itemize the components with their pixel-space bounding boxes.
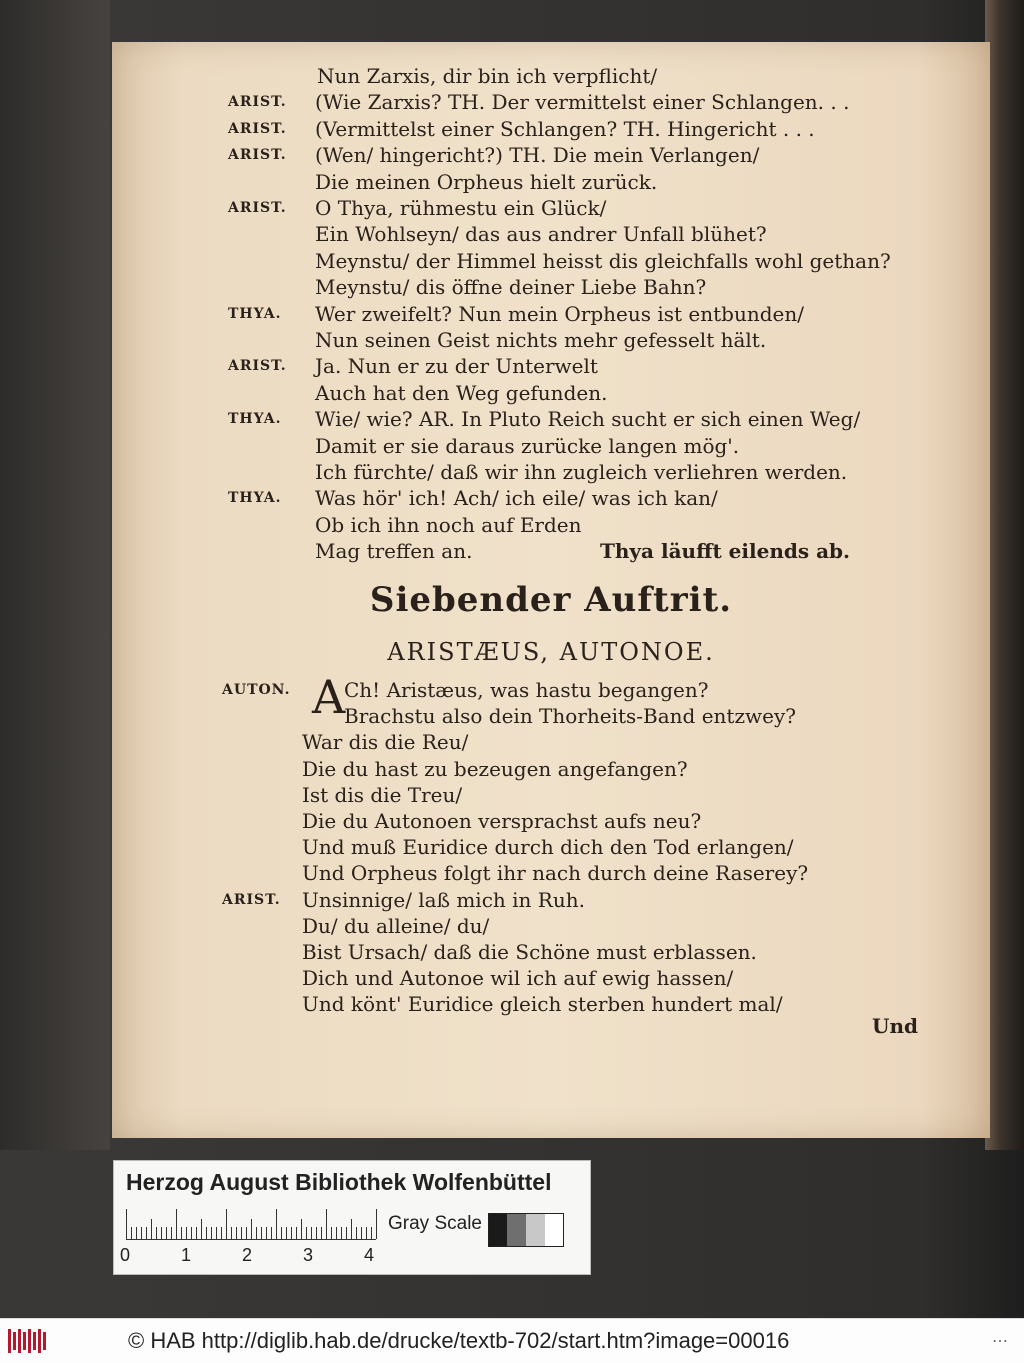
verse-line: Nun seinen Geist nichts mehr gefesselt hält. [315, 328, 767, 352]
ruler-tick [176, 1209, 177, 1239]
logo-bar [8, 1329, 11, 1353]
ruler-tick [346, 1227, 347, 1239]
scene-title: Siebender Auftrit. [369, 580, 733, 620]
ruler-tick [371, 1227, 372, 1239]
verse-line: Ob ich ihn noch auf Erden [315, 512, 582, 537]
book-page [112, 42, 990, 1138]
verse-line: Mag treffen an. [315, 539, 473, 564]
gray-scale-label: Gray Scale [388, 1213, 482, 1234]
ruler-tick [136, 1227, 137, 1239]
ruler-tick [171, 1227, 172, 1239]
verse-line: Die meinen Orpheus hielt zurück. [315, 169, 658, 194]
more-menu-icon[interactable]: ⋯ [992, 1333, 1008, 1350]
hab-logo-icon [8, 1329, 48, 1353]
ruler-tick [206, 1227, 207, 1239]
ruler-tick [276, 1209, 277, 1239]
verse-line: Auch hat den Weg gefunden. [315, 380, 608, 405]
ruler-tick [241, 1227, 242, 1239]
verse-line: Ist dis die Treu/ [302, 782, 463, 807]
ruler-tick [196, 1227, 197, 1239]
verse-line: Ja. Nun er zu der Unterwelt [315, 354, 598, 379]
verse-line: Und Orpheus folgt ihr nach durch deine Raserey? [302, 861, 809, 886]
book-edge [985, 0, 1024, 1150]
ruler [126, 1209, 376, 1240]
verse-line: Meynstu/ der Himmel heisst dis gleichfalls wohl gethan? [315, 248, 891, 273]
logo-bar [38, 1329, 41, 1353]
verse-line: Und muß Euridice durch dich den Tod erlangen/ [302, 835, 794, 860]
ruler-tick [351, 1219, 352, 1239]
ruler-number: 4 [364, 1245, 375, 1265]
verse-line: Damit er sie daraus zurücke langen mög'. [315, 433, 740, 458]
ruler-number: 3 [303, 1245, 314, 1265]
ruler-tick [266, 1227, 267, 1239]
verse-line: Wie/ wie? AR. In Pluto Reich sucht er sich einen Weg/ [315, 407, 861, 432]
verse-line: Ein Wohlseyn/ das aus andrer Unfall blühet? [315, 222, 767, 247]
ruler-number: 0 [120, 1245, 131, 1265]
ruler-tick [366, 1227, 367, 1239]
ruler-number: 2 [242, 1245, 253, 1265]
speaker-label: ARIST. [228, 147, 287, 164]
logo-bar [43, 1332, 46, 1350]
speaker-label: ARIST. [222, 891, 281, 908]
verse-line: Nun Zarxis, dir bin ich verpflicht/ [317, 64, 658, 88]
ruler-tick [131, 1227, 132, 1239]
logo-bar [13, 1332, 16, 1350]
ruler-number: 1 [181, 1245, 192, 1265]
speaker-label: AUTON. [222, 682, 291, 698]
verse-line: Brachstu also dein Thorheits-Band entzwey? [344, 704, 796, 729]
logo-bar [33, 1332, 36, 1350]
catchword: Und [872, 1014, 918, 1038]
ruler-tick [246, 1227, 247, 1239]
drop-capital: A [312, 670, 346, 724]
library-label-card [113, 1160, 591, 1275]
ruler-tick [326, 1209, 327, 1239]
ruler-tick [316, 1227, 317, 1239]
ruler-tick [211, 1227, 212, 1239]
verse-line: O Thya, rühmestu ein Glück/ [315, 196, 607, 220]
ruler-tick [181, 1227, 182, 1239]
ruler-tick [141, 1227, 142, 1239]
copyright-url[interactable]: © HAB http://diglib.hab.de/drucke/textb-702/start.htm?image=00016 [128, 1328, 790, 1353]
ruler-tick [251, 1219, 252, 1239]
stage-direction: Thya läufft eilends ab. [600, 539, 850, 564]
verse-line: Ch! Aristæus, was hastu begangen? [344, 678, 709, 702]
verse-line: Wer zweifelt? Nun mein Orpheus ist entbunden/ [315, 301, 804, 326]
ruler-tick [236, 1227, 237, 1239]
logo-bar [28, 1329, 31, 1353]
scene-cast: ARISTÆUS, AUTONOE. [387, 638, 715, 666]
ruler-tick [331, 1227, 332, 1239]
verse-line: Ich fürchte/ daß wir ihn zugleich verliehren werden. [315, 460, 848, 484]
ruler-tick [281, 1227, 282, 1239]
ruler-tick [146, 1227, 147, 1239]
gray-scale-frame [488, 1213, 564, 1247]
speaker-label: THYA. [228, 411, 282, 428]
ruler-tick [271, 1227, 272, 1239]
ruler-tick [231, 1227, 232, 1239]
ruler-tick [191, 1227, 192, 1239]
verse-line: Meynstu/ dis öffne deiner Liebe Bahn? [315, 275, 707, 300]
ruler-tick [126, 1209, 127, 1239]
ruler-tick [221, 1227, 222, 1239]
speaker-label: ARIST. [228, 358, 287, 375]
ruler-tick [216, 1227, 217, 1239]
verse-line: Unsinnige/ laß mich in Ruh. [302, 887, 585, 912]
page-text [112, 42, 990, 1138]
ruler-tick [376, 1209, 377, 1239]
ruler-tick [311, 1227, 312, 1239]
verse-line: Die du Autonoen versprachst aufs neu? [302, 809, 702, 833]
ruler-tick [301, 1219, 302, 1239]
ruler-tick [336, 1227, 337, 1239]
verse-line: Was hör' ich! Ach/ ich eile/ was ich kan/ [315, 486, 718, 511]
ruler-tick [161, 1227, 162, 1239]
speaker-label: THYA. [228, 305, 282, 322]
previous-page-edge [0, 0, 110, 1150]
verse-line: Bist Ursach/ daß die Schöne must erblassen. [302, 940, 757, 964]
ruler-tick [226, 1209, 227, 1239]
logo-bar [18, 1329, 21, 1353]
ruler-tick [356, 1227, 357, 1239]
ruler-tick [201, 1219, 202, 1239]
ruler-tick [291, 1227, 292, 1239]
ruler-tick [296, 1227, 297, 1239]
ruler-tick [306, 1227, 307, 1239]
logo-bar [23, 1332, 26, 1350]
ruler-tick [156, 1227, 157, 1239]
footer-bar [0, 1318, 1024, 1363]
verse-line: (Wen/ hingericht?) TH. Die mein Verlangen/ [315, 143, 760, 168]
ruler-tick [286, 1227, 287, 1239]
speaker-label: ARIST. [228, 120, 287, 137]
ruler-tick [261, 1227, 262, 1239]
verse-line: Du/ du alleine/ du/ [302, 913, 490, 938]
verse-line: Und könt' Euridice gleich sterben hundert mal/ [302, 992, 783, 1017]
verse-line: (Vermittelst einer Schlangen? TH. Hingericht . . . [315, 116, 815, 141]
ruler-tick [186, 1227, 187, 1239]
verse-line: War dis die Reu/ [302, 730, 469, 755]
verse-line: (Wie Zarxis? TH. Der vermittelst einer Schlangen. . . [315, 90, 850, 115]
library-name: Herzog August Bibliothek Wolfenbüttel [126, 1169, 552, 1195]
ruler-tick [321, 1227, 322, 1239]
ruler-tick [361, 1227, 362, 1239]
speaker-label: ARIST. [228, 200, 287, 216]
speaker-label: THYA. [228, 490, 282, 507]
ruler-tick [166, 1227, 167, 1239]
verse-line: Die du hast zu bezeugen angefangen? [302, 756, 688, 781]
ruler-tick [256, 1227, 257, 1239]
ruler-tick [151, 1219, 152, 1239]
verse-line: Dich und Autonoe wil ich auf ewig hassen/ [302, 966, 734, 991]
speaker-label: ARIST. [228, 94, 287, 111]
ruler-tick [341, 1227, 342, 1239]
